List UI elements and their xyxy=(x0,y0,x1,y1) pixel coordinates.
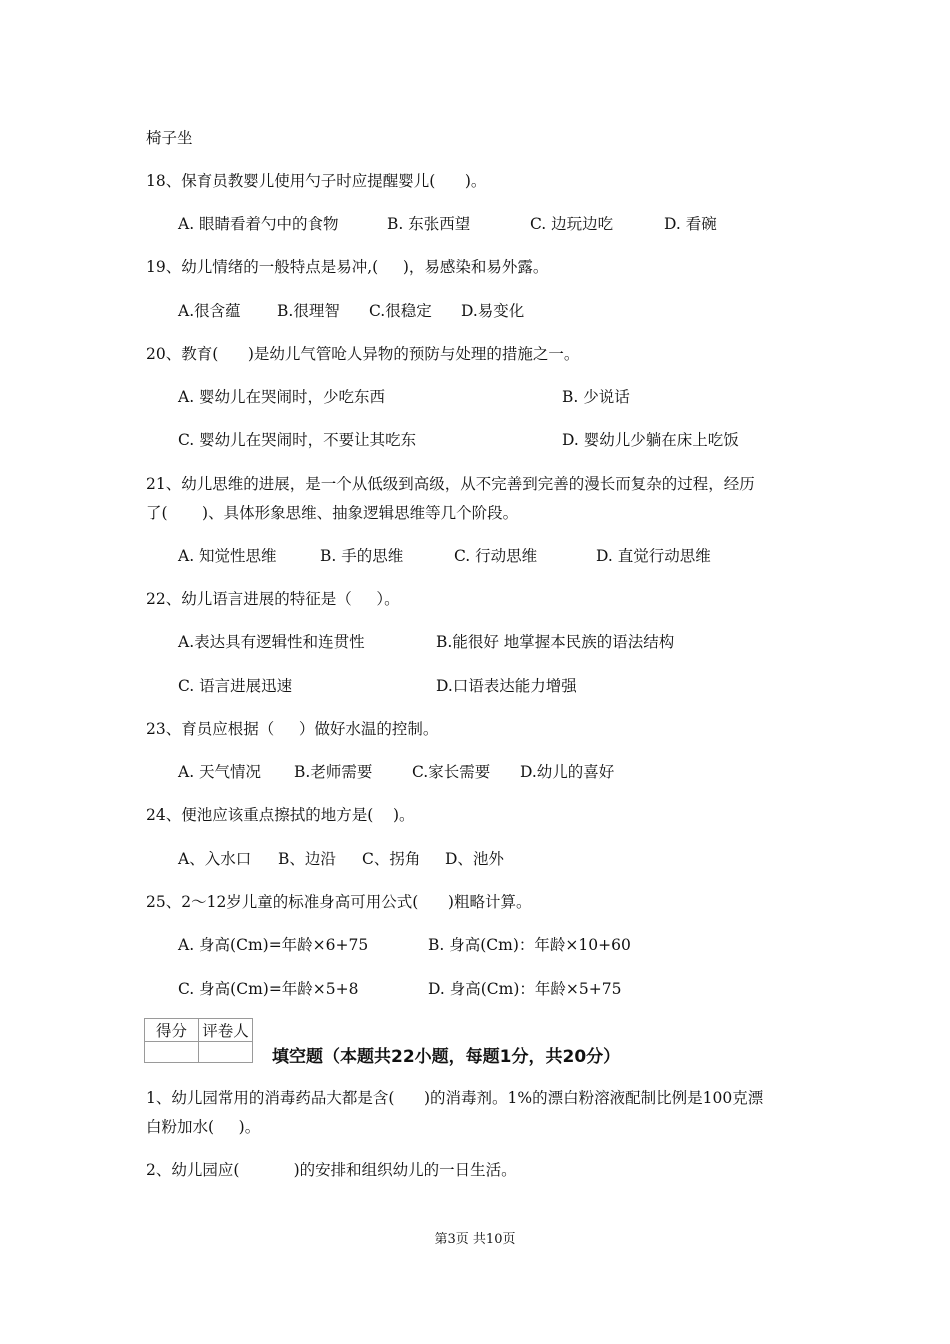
fill-question-1-line2: 白粉加水( )。 xyxy=(146,1118,261,1136)
question-24: 24、便池应该重点擦拭的地方是( )。 xyxy=(146,806,415,824)
q22-option-a: A.表达具有逻辑性和连贯性 xyxy=(178,633,365,651)
grader-header: 评卷人 xyxy=(199,1019,253,1042)
q25-option-c: C. 身高(Cm)=年龄×5+8 xyxy=(178,980,359,998)
page-footer: 第3页 共10页 xyxy=(434,1232,516,1247)
question-22: 22、幼儿语言进展的特征是（ ）。 xyxy=(146,590,400,608)
q21-option-b: B. 手的思维 xyxy=(320,547,404,565)
q22-option-c: C. 语言进展迅速 xyxy=(178,677,293,695)
fill-question-1-line1: 1、幼儿园常用的消毒药品大都是含( )的消毒剂。1%的漂白粉溶液配制比例是100克漂 xyxy=(146,1089,764,1107)
q23-option-a: A. 天气情况 xyxy=(178,763,262,781)
q22-option-b: B.能很好 地掌握本民族的语法结构 xyxy=(436,633,675,651)
continued-text: 椅子坐 xyxy=(146,129,193,147)
q19-option-c: C.很稳定 xyxy=(369,302,432,320)
question-21-line1: 21、幼儿思维的进展，是一个从低级到高级，从不完善到完善的漫长而复杂的过程，经历 xyxy=(146,475,755,493)
q21-option-a: A. 知觉性思维 xyxy=(178,547,277,565)
q23-option-c: C.家长需要 xyxy=(412,763,491,781)
section-title: 填空题（本题共22小题，每题1分，共20分） xyxy=(272,1047,621,1067)
q24-option-a: A、入水口 xyxy=(178,850,252,868)
q18-option-d: D. 看碗 xyxy=(664,215,717,233)
q20-option-d: D. 婴幼儿少躺在床上吃饭 xyxy=(562,431,739,449)
q18-option-b: B. 东张西望 xyxy=(387,215,471,233)
q22-option-d: D.口语表达能力增强 xyxy=(436,677,577,695)
q21-option-d: D. 直觉行动思维 xyxy=(596,547,711,565)
q18-option-a: A. 眼睛看着勺中的食物 xyxy=(178,215,339,233)
q20-option-c: C. 婴幼儿在哭闹时，不要让其吃东 xyxy=(178,431,417,449)
q23-option-d: D.幼儿的喜好 xyxy=(520,763,615,781)
q24-option-d: D、池外 xyxy=(445,850,504,868)
question-21-line2: 了( )、具体形象思维、抽象逻辑思维等几个阶段。 xyxy=(146,504,519,522)
q25-option-b: B. 身高(Cm)：年龄×10+60 xyxy=(428,936,631,954)
question-18: 18、保育员教婴儿使用勺子时应提醒婴儿( )。 xyxy=(146,172,487,190)
question-23: 23、育员应根据（ ）做好水温的控制。 xyxy=(146,720,439,738)
q20-option-a: A. 婴幼儿在哭闹时，少吃东西 xyxy=(178,388,386,406)
q25-option-a: A. 身高(Cm)=年龄×6+75 xyxy=(178,936,369,954)
q23-option-b: B.老师需要 xyxy=(294,763,373,781)
q19-option-a: A.很含蕴 xyxy=(178,302,241,320)
q20-option-b: B. 少说话 xyxy=(562,388,630,406)
q18-option-c: C. 边玩边吃 xyxy=(530,215,614,233)
question-19: 19、幼儿情绪的一般特点是易冲,( )，易感染和易外露。 xyxy=(146,258,549,276)
q19-option-b: B.很理智 xyxy=(277,302,340,320)
score-cell[interactable] xyxy=(145,1042,199,1063)
score-header: 得分 xyxy=(145,1019,199,1042)
grader-cell[interactable] xyxy=(199,1042,253,1063)
q21-option-c: C. 行动思维 xyxy=(454,547,538,565)
fill-question-2: 2、幼儿园应( )的安排和组织幼儿的一日生活。 xyxy=(146,1161,517,1179)
q19-option-d: D.易变化 xyxy=(461,302,525,320)
q24-option-c: C、拐角 xyxy=(362,850,421,868)
question-25: 25、2～12岁儿童的标准身高可用公式( )粗略计算。 xyxy=(146,893,532,911)
q24-option-b: B、边沿 xyxy=(278,850,336,868)
q25-option-d: D. 身高(Cm)：年龄×5+75 xyxy=(428,980,622,998)
question-20: 20、教育( )是幼儿气管呛人异物的预防与处理的措施之一。 xyxy=(146,345,580,363)
score-table xyxy=(144,1018,253,1063)
